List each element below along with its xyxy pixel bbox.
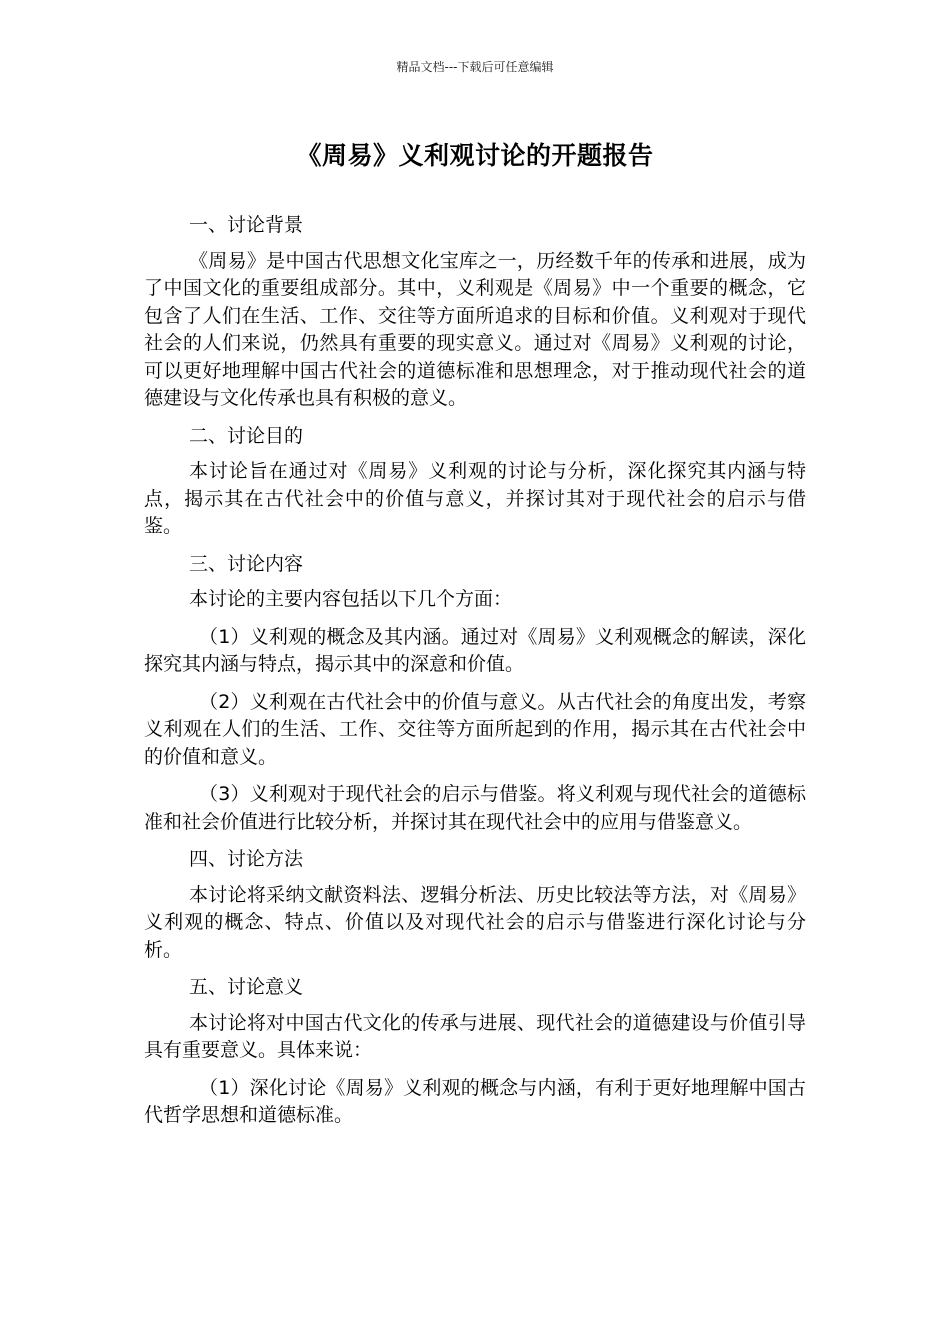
section-heading: 三、讨论内容: [189, 552, 304, 575]
section-heading: 四、讨论方法: [189, 848, 304, 870]
paragraph: 本讨论将对中国古代文化的传承与进展、现代社会的道德建设与价值引导具有重要意义。具体来说：: [144, 1011, 806, 1061]
list-item: （3）义利观对于现代社会的启示与借鉴。将义利观与现代社会的道德标准和社会价值进行比较分析，并探讨其在现代社会中的应用与借鉴意义。: [144, 783, 806, 833]
section-heading: 一、讨论背景: [189, 214, 304, 236]
paragraph: 本讨论旨在通过对《周易》义利观的讨论与分析，深化探究其内涵与特点，揭示其在古代社会中的价值与意义，并探讨其对于现代社会的启示与借鉴。: [144, 460, 806, 537]
section-heading: 二、讨论目的: [189, 424, 304, 447]
section-content: [144, 551, 806, 837]
list-item: （1）义利观的概念及其内涵。通过对《周易》义利观概念的解读，深化探究其内涵与特点，揭示其中的深意和价值。: [144, 625, 806, 675]
document-body: [144, 212, 806, 1140]
section-significance: [144, 974, 806, 1130]
paragraph: 本讨论将采纳文献资料法、逻辑分析法、历史比较法等方法，对《周易》义利观的概念、特点、价值以及对现代社会的启示与借鉴进行深化讨论与分析。: [144, 883, 806, 961]
paragraph: 本讨论的主要内容包括以下几个方面：: [189, 588, 513, 610]
header-note: 精品文档---下载后可任意编辑: [396, 60, 554, 74]
section-purpose: [144, 423, 806, 541]
section-method: [144, 846, 806, 964]
list-item: （1）深化讨论《周易》义利观的概念与内涵，有利于更好地理解中国古代哲学思想和道德标准。: [144, 1076, 806, 1126]
section-background: [144, 212, 806, 413]
list-item: （2）义利观在古代社会中的价值与意义。从古代社会的角度出发，考察义利观在人们的生活、工作、交往等方面所起到的作用，揭示其在古代社会中的价值和意义。: [144, 690, 806, 768]
section-heading: 五、讨论意义: [189, 976, 304, 998]
document-title: 《周易》义利观讨论的开题报告: [296, 141, 654, 170]
paragraph: 《周易》是中国古代思想文化宝库之一，历经数千年的传承和进展，成为了中国文化的重要组成部分。其中，义利观是《周易》中一个重要的概念，它包含了人们在生活、工作、交往等方面所追求的目标和价值。义利观对于现代社会的人们来说，仍然具有重要的现实意义。通过对《周易》义利观的讨论，可以更好地理解中国古代社会的道德标准和思想理念，对于推动现代社会的道德建设与文化传承也具有积极的意义。: [144, 249, 806, 409]
